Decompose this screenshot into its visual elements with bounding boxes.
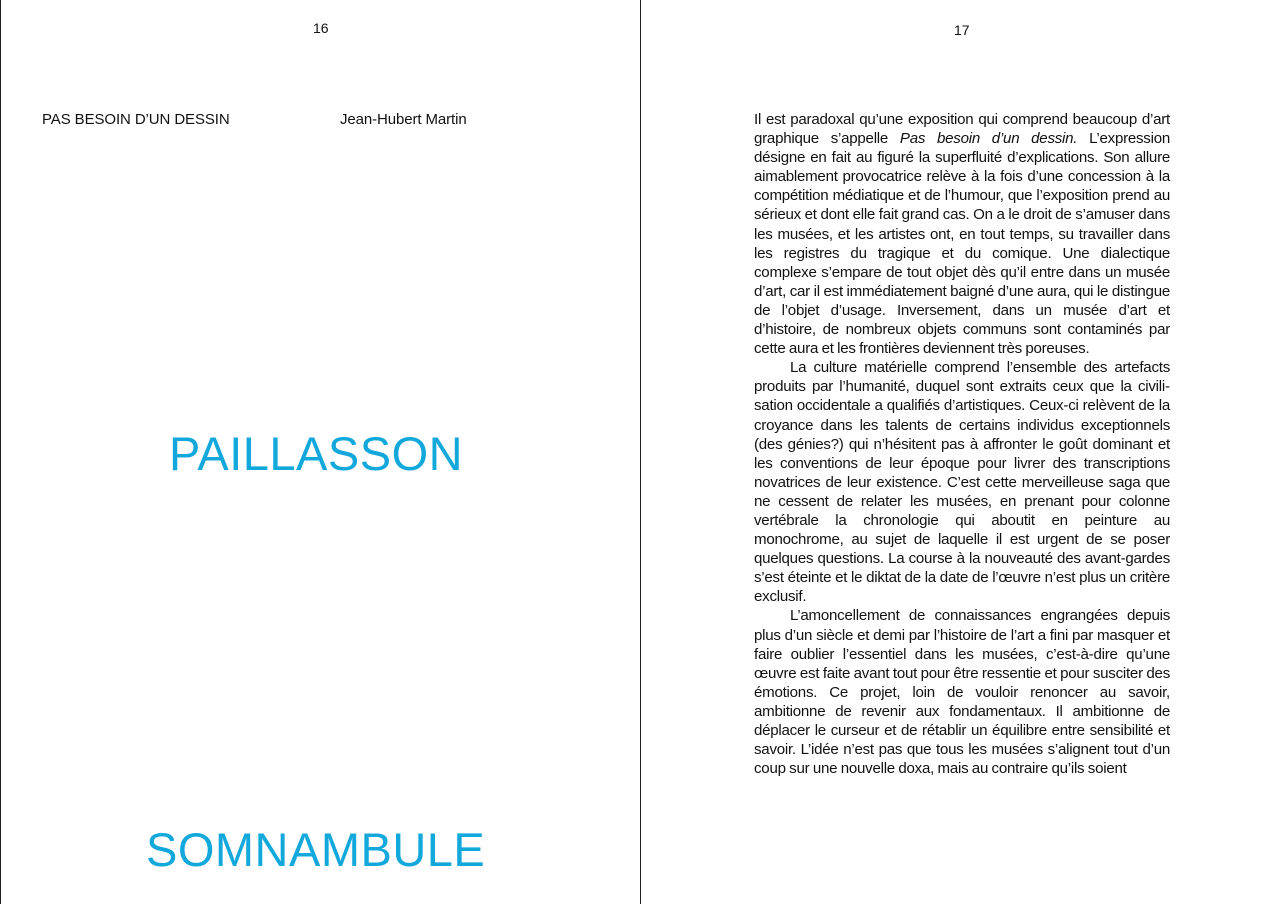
essay-body	[754, 110, 1170, 778]
page-number-left: 16	[313, 20, 329, 36]
paragraph-2: La culture matérielle comprend l’ensemble des artefacts produits par l’humanité, duquel sont extraits ceux que la civilisation occidentale a qualifiés d’artistiques. Ceux-ci relèvent de la croyance dans les talents de certains individus exceptionnels (des génies?) qui n’hésitent pas à affronter le goût dominant et les conventions de leur époque pour livrer des transcriptions novatrices de leur existence. C’est cette merveilleuse saga que ne cessent de relater les musées, en prenant pour colonne vertébrale la chronologie qui aboutit en peinture au monochrome, au sujet de laquelle il est urgent de se poser quelques questions. La course à la nouveauté des avant-gardes s’est éteinte et le diktat de la date de l’œuvre n’est plus un critère exclusif.	[754, 359, 1170, 606]
paragraph-1-end: L’expression désigne en fait au figuré la superfluité d’explications. Son allure aimablement provocatrice relève à la fois d’une concession à la compétition médiatique et de l’humour, que l’exposition prend au sérieux et dont elle fait grand cas. On a le droit de s’amuser dans les musées, et les artistes ont, en tout temps, su travailler dans les registres du tragique et du comique. Une dialectique complexe s’empare de tout objet dès qu’il entre dans un musée d’art, car il est immédiatement baigné d’une aura, qui le distingue de l’objet d’usage. Inversement, dans un musée d’art et d’histoire, de nombreux objets communs sont contaminés par cette aura et les frontières deviennent très poreuses.	[754, 130, 1170, 358]
paragraph-1	[754, 110, 1170, 358]
paragraph-3: L’amoncellement de connaissances engrangées depuis plus d’un siècle et demi par l’histoire de l’art a fini par masquer et faire oublier l’essentiel dans les musées, c’est-à-dire qu’une œuvre est faite avant tout pour être ressentie et pour susciter des émotions. Ce projet, loin de vouloir renoncer au savoir, ambitionne de revenir aux fondamentaux. Il ambitionne de déplacer le curseur et de rétablir un équilibre entre sensibilité et savoir. L’idée n’est pas que tous les musées s’alignent tout d’un coup sur une nouvelle doxa, mais au contraire qu’ils soient	[754, 607, 1170, 778]
author-name: Jean-Hubert Martin	[340, 111, 467, 128]
display-word-paillasson: PAILLASSON	[169, 427, 464, 480]
display-word-somnambule: SOMNAMBULE	[146, 823, 486, 876]
page-number-right: 17	[954, 22, 970, 38]
right-page	[641, 0, 1282, 904]
running-title: PAS BESOIN D’UN DESSIN	[42, 111, 230, 128]
left-page	[0, 0, 640, 904]
exhibition-title-italic: Pas besoin d’un dessin.	[899, 130, 1078, 148]
paragraph-1-start: Il est paradoxal qu’une exposition qui comprend beaucoup d’art graphique s’appelle	[754, 111, 1170, 148]
